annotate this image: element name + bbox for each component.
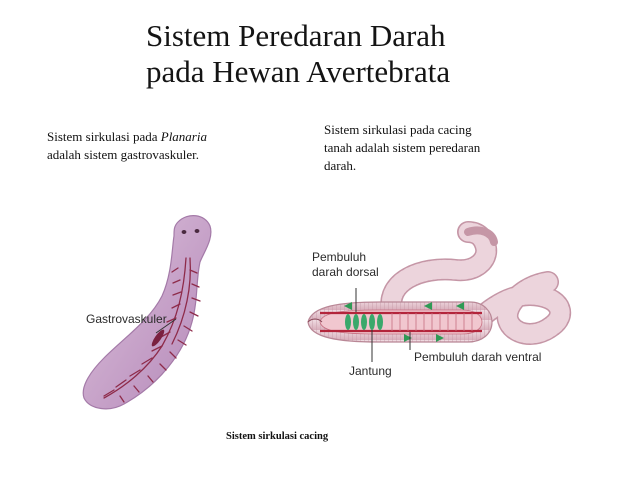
worm-text-line-1: Sistem sirkulasi pada cacing: [324, 122, 472, 137]
planaria-text-prefix: Sistem sirkulasi pada: [47, 129, 161, 144]
jantung-label: Jantung: [349, 364, 392, 378]
earthworm-illustration: [308, 230, 560, 342]
dorsal-label-line-1: Pembuluh: [312, 250, 367, 264]
title-line-2: pada Hewan Avertebrata: [146, 54, 451, 89]
ventral-vessel-label: Pembuluh darah ventral: [414, 350, 542, 364]
title-line-1: Sistem Peredaran Darah: [146, 18, 446, 53]
planaria-text-suffix: adalah sistem gastrovaskuler.: [47, 147, 199, 162]
dorsal-label-line-2: darah dorsal: [312, 265, 379, 279]
dorsal-vessel-label: [312, 250, 379, 280]
planaria-text-italic: Planaria: [160, 129, 207, 144]
gastrovaskuler-label: Gastrovaskuler: [86, 312, 167, 326]
worm-text-line-3: darah.: [324, 158, 357, 173]
planaria-eye-right: [195, 229, 200, 233]
planaria-eye-left: [182, 230, 187, 234]
figure-caption: Sistem sirkulasi cacing: [226, 431, 329, 442]
worm-text-line-2: tanah adalah sistem peredaran: [324, 140, 481, 155]
